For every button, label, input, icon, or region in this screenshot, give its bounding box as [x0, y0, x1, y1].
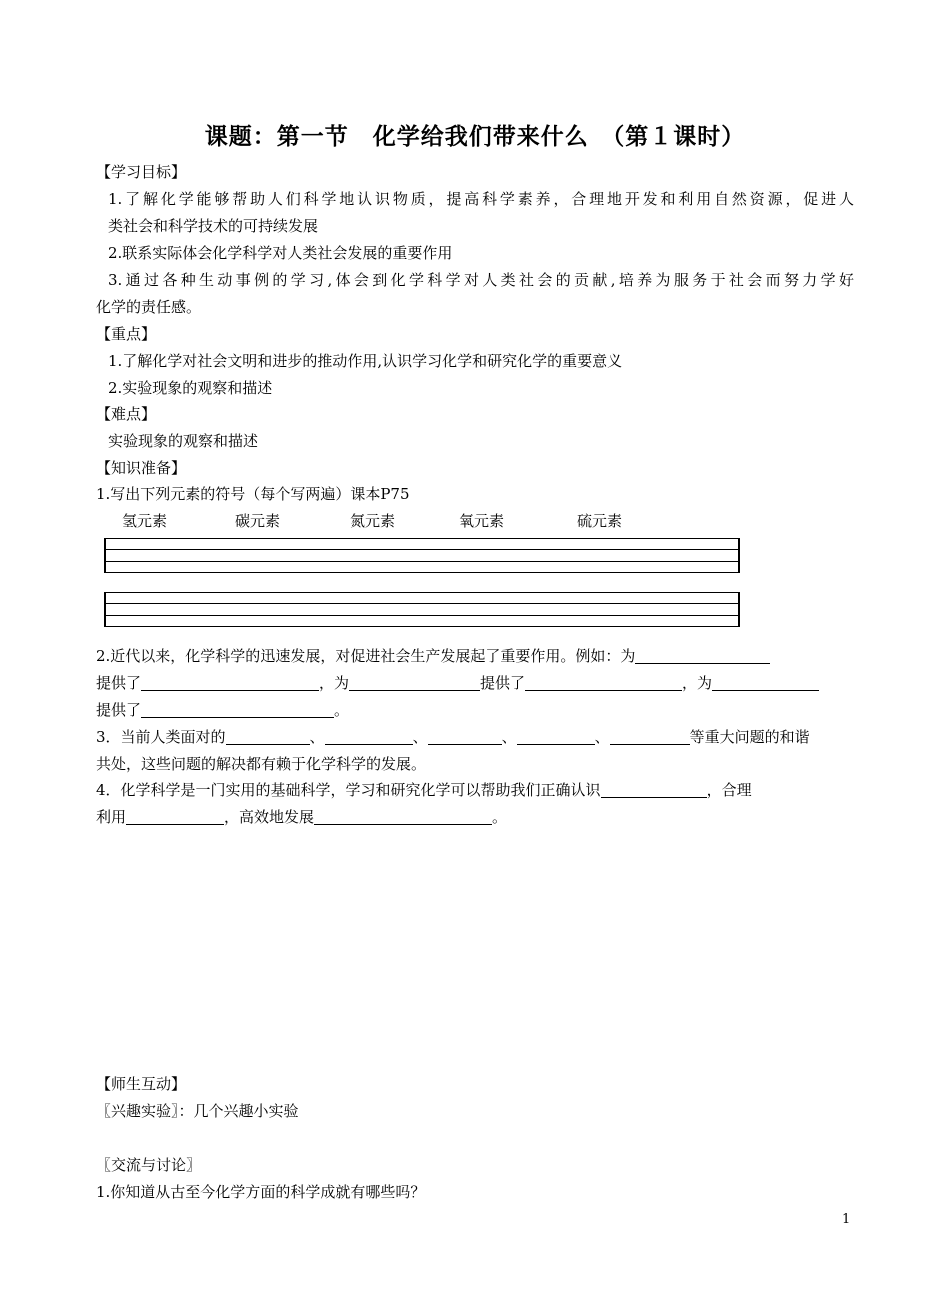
- page-number: 1: [842, 1212, 851, 1227]
- key-point-2: 2.实验现象的观察和描述: [108, 379, 273, 397]
- objective-1-line-1: 1.了解化学能够帮助人们科学地认识物质，提高科学素养，合理地开发和利用自然资源，促进人: [108, 190, 854, 208]
- writing-grid-1[interactable]: [104, 538, 740, 573]
- objective-1-line-2: 类社会和科学技术的可持续发展: [108, 217, 319, 235]
- objective-3-line-1: 3.通过各种生动事例的学习,体会到化学科学对人类社会的贡献,培养为服务于社会而努力学好: [108, 271, 854, 289]
- element-oxygen: 氧元素: [459, 512, 505, 530]
- q3-blank-3[interactable]: [428, 729, 502, 745]
- q2-blank-5[interactable]: [712, 675, 819, 691]
- q2-blank-1[interactable]: [635, 648, 770, 664]
- preparation-question-2-line-3: [96, 700, 856, 720]
- q4-blank-3[interactable]: [314, 809, 492, 825]
- preparation-question-4-line-2: [96, 807, 856, 827]
- element-carbon: 碳元素: [235, 512, 281, 530]
- q3-blank-1[interactable]: [226, 729, 310, 745]
- q4-text-d: ，高效地发展: [224, 808, 315, 826]
- difficulty-1: 实验现象的观察和描述: [108, 432, 259, 450]
- q3-blank-2[interactable]: [325, 729, 413, 745]
- q3-blank-4[interactable]: [517, 729, 595, 745]
- discussion-heading: 〖交流与讨论〗: [96, 1156, 202, 1174]
- q2-blank-6[interactable]: [141, 702, 334, 718]
- element-hydrogen: 氢元素: [122, 512, 168, 530]
- q2-blank-2[interactable]: [141, 675, 319, 691]
- q3-separator: 、: [594, 728, 610, 746]
- q2-text-b: 提供了: [96, 674, 142, 692]
- writing-grid-2[interactable]: [104, 592, 740, 627]
- q2-text-e: ，为: [682, 674, 713, 692]
- q4-text-a: 4．化学科学是一门实用的基础科学，学习和研究化学可以帮助我们正确认识: [96, 781, 601, 799]
- q3-separator: 、: [412, 728, 428, 746]
- interest-experiment: 〖兴趣实验〗：几个兴趣小实验: [96, 1102, 299, 1120]
- objective-2: 2.联系实际体会化学科学对人类社会发展的重要作用: [108, 244, 453, 262]
- q3-separator: 、: [309, 728, 325, 746]
- preparation-question-2-line-2: [96, 673, 856, 693]
- q2-text-g: 。: [334, 701, 350, 719]
- q2-text-f: 提供了: [96, 701, 142, 719]
- q2-text-c: ，为: [319, 674, 350, 692]
- q2-text-a: 2.近代以来，化学科学的迅速发展，对促进社会生产发展起了重要作用。例如：为: [96, 647, 636, 665]
- q4-text-c: 利用: [96, 808, 127, 826]
- preparation-question-2-line-1: [96, 646, 856, 666]
- q4-text-b: ，合理: [706, 781, 752, 799]
- objective-3-line-2: 化学的责任感。: [96, 298, 202, 316]
- q4-blank-1[interactable]: [601, 782, 707, 798]
- q2-blank-3[interactable]: [349, 675, 480, 691]
- q4-text-e: 。: [492, 808, 508, 826]
- objectives-heading: 【学习目标】: [96, 163, 187, 181]
- preparation-question-1: 1.写出下列元素的符号（每个写两遍）课本P75: [96, 485, 410, 503]
- q3-text-a: 3．当前人类面对的: [96, 728, 226, 746]
- difficulties-heading: 【难点】: [96, 405, 157, 423]
- key-point-1: 1.了解化学对社会文明和进步的推动作用,认识学习化学和研究化学的重要意义: [108, 352, 623, 370]
- q2-blank-4[interactable]: [525, 675, 682, 691]
- q3-separator: 、: [501, 728, 517, 746]
- q4-blank-2[interactable]: [126, 809, 224, 825]
- element-sulfur: 硫元素: [577, 512, 623, 530]
- discussion-question-1: 1.你知道从古至今化学方面的科学成就有哪些吗？: [96, 1183, 426, 1201]
- q2-text-d: 提供了: [480, 674, 526, 692]
- q3-blank-5[interactable]: [610, 729, 690, 745]
- interaction-heading: 【师生互动】: [96, 1075, 187, 1093]
- preparation-question-3-line-2: 共处，这些问题的解决都有赖于化学科学的发展。: [96, 755, 427, 773]
- key-points-heading: 【重点】: [96, 325, 157, 343]
- preparation-question-4-line-1: [96, 780, 856, 800]
- preparation-heading: 【知识准备】: [96, 459, 187, 477]
- element-nitrogen: 氮元素: [350, 512, 396, 530]
- page-title: 课题：第一节 化学给我们带来什么 （第１课时）: [204, 124, 746, 150]
- q3-text-b: 等重大问题的和谐: [689, 728, 810, 746]
- preparation-question-3-line-1: [96, 727, 856, 747]
